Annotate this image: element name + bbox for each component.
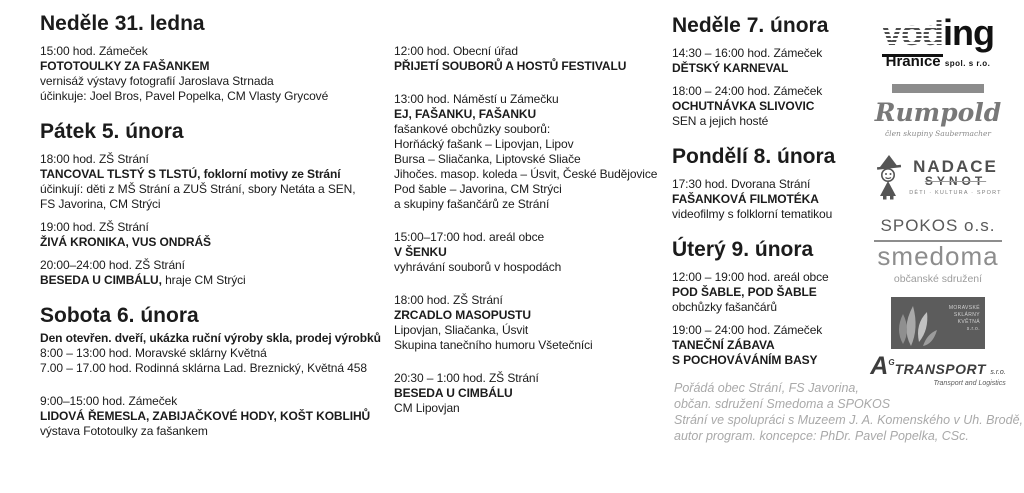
sponsor-logos-column [860,12,1016,387]
event-title: OCHUTNÁVKA SLIVOVIC [672,99,815,113]
event-text: videofilmy s folklorní tematikou [672,207,833,221]
event-text: vernisáž výstavy fotografií Jaroslava Strnada [40,74,274,88]
event-time: 9:00–15:00 hod. Zámeček [40,394,178,408]
rumpold-wordmark: Rumpold [874,98,1002,127]
event-time: 20:30 – 1:00 hod. ZŠ Strání [394,371,539,385]
event-text: SEN a jejich hosté [672,114,769,128]
event-text: fašankové obchůzky souborů: [394,122,551,136]
synot-nadace-text: NADACE [913,157,998,176]
event-text: FS Javorina, CM Strýci [40,197,161,211]
synot-wordmark: SYNOT [924,174,987,188]
event-text: Pod šable – Javorina, CM Strýci [394,182,562,196]
event-title: BESEDA U CIMBÁLU [394,386,513,400]
event-time: 14:30 – 16:00 hod. Zámeček [672,46,823,60]
ag-transport-logo [870,352,1006,387]
day-heading: Neděle 31. ledna [40,12,205,35]
event-text: obchůzky fašančárů [672,300,777,314]
program-column-2 [394,44,657,416]
synot-mascot-icon [874,154,904,200]
event-text: Horňácký fašank – Lipovjan, Lipov [394,137,574,151]
event-text: 8:00 – 13:00 hod. Moravské sklárny Květná [40,346,267,360]
footer-line: Pořádá obec Strání, FS Javorina, [674,381,859,395]
synot-text [909,158,1002,196]
event-text: Lipovjan, Sliačanka, Úsvit [394,323,529,337]
footer-line: Strání ve spolupráci s Muzeem J. A. Komenského v Uh. Brodě, [674,413,1023,427]
event-time: 20:00–24:00 hod. ZŠ Strání [40,258,185,272]
glass-leaves-icon [893,298,939,348]
voding-wordmark [882,12,994,53]
ag-transport-wordmark: $A^GTRANSPORT$ s.r.o. [870,352,1006,380]
event-text: CM Lipovjan [394,401,460,415]
event-title: FAŠANKOVÁ FILMOTÉKA [672,192,819,206]
event-text: vyhrávání souborů v hospodách [394,260,562,274]
event-title: S POCHOVÁVÁNÍM BASY [672,353,818,367]
event-title: EJ, FAŠANKU, FAŠANKU [394,107,537,121]
voding-city-line: Hranice spol. s r.o. [885,53,991,70]
voding-striped-text: vod [882,12,943,57]
event-title: TANEČNÍ ZÁBAVA [672,338,775,352]
event-title: LIDOVÁ ŘEMESLA, ZABIJAČKOVÉ HODY, KOŠT KOBLIHŮ [40,409,371,423]
sklarny-text-lines [949,305,980,333]
day-heading: Sobota 6. února [40,304,199,327]
nadace-synot-logo [874,154,1002,200]
event-text: 7.00 – 17.00 hod. Rodinná sklárna Lad. Breznický, Květná 458 [40,361,367,375]
event-time: 18:00 – 24:00 hod. Zámeček [672,84,823,98]
rumpold-logo [875,84,1002,138]
event-title: FOTOTOULKY ZA FAŠANKEM [40,59,210,73]
event-text: účinkují: děti z MŠ Strání a ZUŠ Strání, sbory Netáta a SEN, [40,182,356,196]
event-text: a skupiny fašančárů ze Strání [394,197,550,211]
program-column-1 [40,12,381,439]
event-text: výstava Fototoulky za fašankem [40,424,208,438]
event-text: hraje CM Strýci [161,273,246,287]
day-heading: Úterý 9. února [672,238,814,261]
event-time: 12:00 hod. Obecní úřad [394,44,518,58]
sklarny-kvetna-logo [891,297,985,349]
voding-company-suffix: spol. s r.o. [944,59,991,68]
event-text: účinkuje: Joel Bros, Pavel Popelka, CM Vlasty Grycové [40,89,329,103]
event-time: 15:00–17:00 hod. areál obce [394,230,545,244]
event-time: 18:00 hod. ZŠ Strání [40,152,149,166]
smedoma-tagline: občanské sdružení [893,273,983,285]
event-time: 18:00 hod. ZŠ Strání [394,293,503,307]
day-heading: Pondělí 8. února [672,145,836,168]
footer-line: autor program. koncepce: PhDr. Pavel Popelka, CSc. [674,429,969,443]
event-time: 15:00 hod. Zámeček [40,44,148,58]
voding-hranice-logo [882,12,994,70]
event-title: Den otevřen. dveří, ukázka ruční výroby skla, prodej výrobků [40,331,381,345]
event-time: 13:00 hod. Náměstí u Zámečku [394,92,559,106]
event-time: 12:00 – 19:00 hod. areál obce [672,270,829,284]
footer-line: občan. sdružení Smedoma a SPOKOS [674,397,891,411]
event-title: POD ŠABLE, POD ŠABLE [672,285,817,299]
event-title [40,273,381,288]
smedoma-logo [874,240,1002,285]
event-title: V ŠENKU [394,245,447,259]
footer-credits [674,380,1023,444]
day-heading: Pátek 5. února [40,120,184,143]
rumpold-bar-divider [892,84,984,93]
smedoma-wordmark: smedoma [874,240,1002,270]
event-title: ZRCADLO MASOPUSTU [394,308,531,322]
event-time: 17:30 hod. Dvorana Strání [672,177,811,191]
sklarny-line: SKLÁRNY [953,312,980,318]
program-column-3 [672,14,835,368]
event-text: Bursa – Sliačanka, Liptovské Sliače [394,152,581,166]
event-time: 19:00 – 24:00 hod. Zámeček [672,323,823,337]
event-title: DĚTSKÝ KARNEVAL [672,61,789,75]
day-heading: Neděle 7. února [672,14,829,37]
event-title: BESEDA U CIMBÁLU, [40,273,162,287]
sklarny-line: s.r.o. [966,326,980,332]
voding-solid-text: ing [943,12,994,53]
event-title: PŘIJETÍ SOUBORŮ A HOSTŮ FESTIVALU [394,59,627,73]
sklarny-line: MORAVSKÉ [948,305,980,311]
event-time: 19:00 hod. ZŠ Strání [40,220,149,234]
event-title: ŽIVÁ KRONIKA, VUS ONDRÁŠ [40,235,211,249]
event-text: Jihočes. masop. koleda – Úsvit, České Budějovice [394,167,658,181]
event-text: Skupina tanečního humoru Všetečníci [394,338,593,352]
event-title: TANCOVAL TLSTÝ S TLSTÚ, foklorní motivy ze Strání [40,167,341,181]
ag-transport-tagline: Transport and Logistics [933,380,1006,387]
spokos-logo: SPOKOS o.s. [880,216,996,235]
rumpold-tagline: člen skupiny Saubermacher [884,129,991,138]
sklarny-line: KVĚTNÁ [957,319,980,325]
synot-tagline: DĚTI · KULTURA · SPORT [909,190,1002,196]
